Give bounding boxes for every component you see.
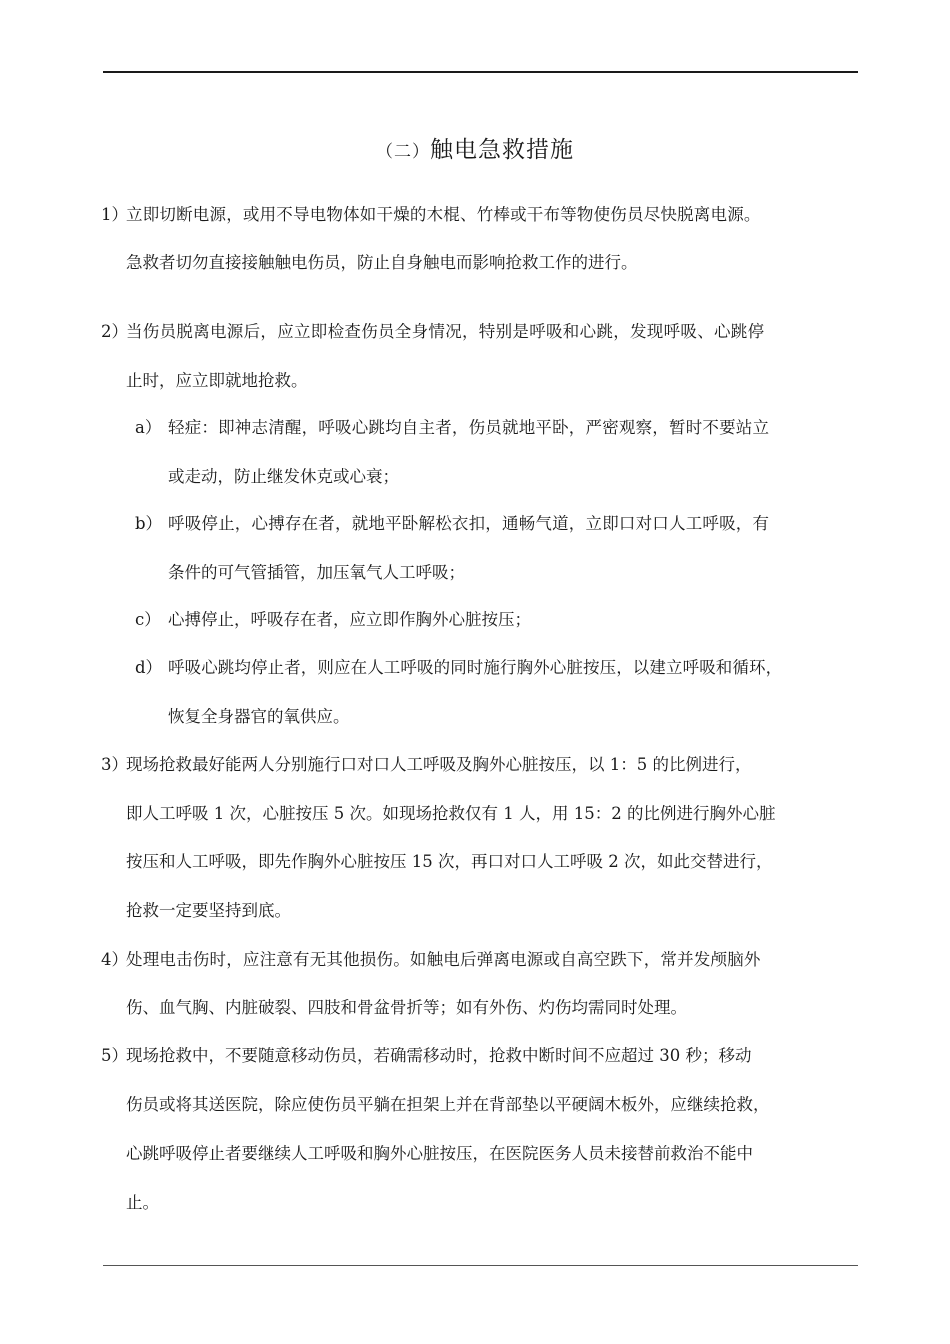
subitem-number: a） — [135, 418, 162, 437]
subitem-line: 或走动，防止继发休克或心衰； — [168, 467, 399, 486]
header-rule — [103, 71, 858, 73]
item-line: 现场抢救最好能两人分别施行口对口人工呼吸及胸外心脏按压，以 1：5 的比例进行， — [126, 755, 752, 774]
subitem-number: d） — [135, 658, 163, 677]
item-line: 止时，应立即就地抢救。 — [126, 371, 308, 390]
section-title-text: 触电急救措施 — [430, 137, 574, 163]
subitem-line: 轻症：即神志清醒，呼吸心跳均自主者，伤员就地平卧，严密观察，暂时不要站立 — [168, 418, 770, 437]
subitem-number: c） — [135, 610, 161, 629]
item-line: 处理电击伤时，应注意有无其他损伤。如触电后弹离电源或自高空跌下，常并发颅脑外 — [126, 950, 761, 969]
item-line: 按压和人工呼吸，即先作胸外心脏按压 15 次，再口对口人工呼吸 2 次，如此交替进行， — [126, 852, 773, 871]
item-line: 急救者切勿直接接触触电伤员，防止自身触电而影响抢救工作的进行。 — [126, 253, 638, 272]
item-line: 即人工呼吸 1 次，心脏按压 5 次。如现场抢救仅有 1 人，用 15：2 的比例进行胸外心脏 — [126, 804, 776, 823]
item-line: 心跳呼吸停止者要继续人工呼吸和胸外心脏按压，在医院医务人员未接替前救治不能中 — [126, 1144, 753, 1163]
item-number: 2） — [101, 322, 128, 341]
item-line: 止。 — [126, 1193, 159, 1212]
item-number: 5） — [101, 1046, 128, 1065]
subitem-number: b） — [135, 514, 163, 533]
item-line: 伤员或将其送医院，除应使伤员平躺在担架上并在背部垫以平硬阔木板外，应继续抢救， — [126, 1095, 770, 1114]
section-number: （二） — [376, 142, 430, 162]
section-title — [0, 131, 950, 171]
item-line: 现场抢救中，不要随意移动伤员，若确需移动时，抢救中断时间不应超过 30 秒；移动 — [126, 1046, 752, 1065]
subitem-line: 心搏停止，呼吸存在者，应立即作胸外心脏按压； — [168, 610, 531, 629]
item-number: 3） — [101, 755, 128, 774]
footer-rule — [103, 1265, 858, 1266]
subitem-line: 条件的可气管插管，加压氧气人工呼吸； — [168, 563, 465, 582]
subitem-line: 呼吸停止，心搏存在者，就地平卧解松衣扣，通畅气道，立即口对口人工呼吸，有 — [168, 514, 770, 533]
item-line: 当伤员脱离电源后，应立即检查伤员全身情况，特别是呼吸和心跳，发现呼吸、心跳停 — [126, 322, 765, 341]
item-line: 抢救一定要坚持到底。 — [126, 901, 291, 920]
item-line: 伤、血气胸、内脏破裂、四肢和骨盆骨折等；如有外伤、灼伤均需同时处理。 — [126, 998, 687, 1017]
item-number: 1） — [101, 205, 128, 224]
subitem-line: 呼吸心跳均停止者，则应在人工呼吸的同时施行胸外心脏按压，以建立呼吸和循环， — [168, 658, 783, 677]
item-line: 立即切断电源，或用不导电物体如干燥的木棍、竹棒或干布等物使伤员尽快脱离电源。 — [126, 205, 761, 224]
item-number: 4） — [101, 950, 128, 969]
subitem-line: 恢复全身器官的氧供应。 — [168, 707, 350, 726]
